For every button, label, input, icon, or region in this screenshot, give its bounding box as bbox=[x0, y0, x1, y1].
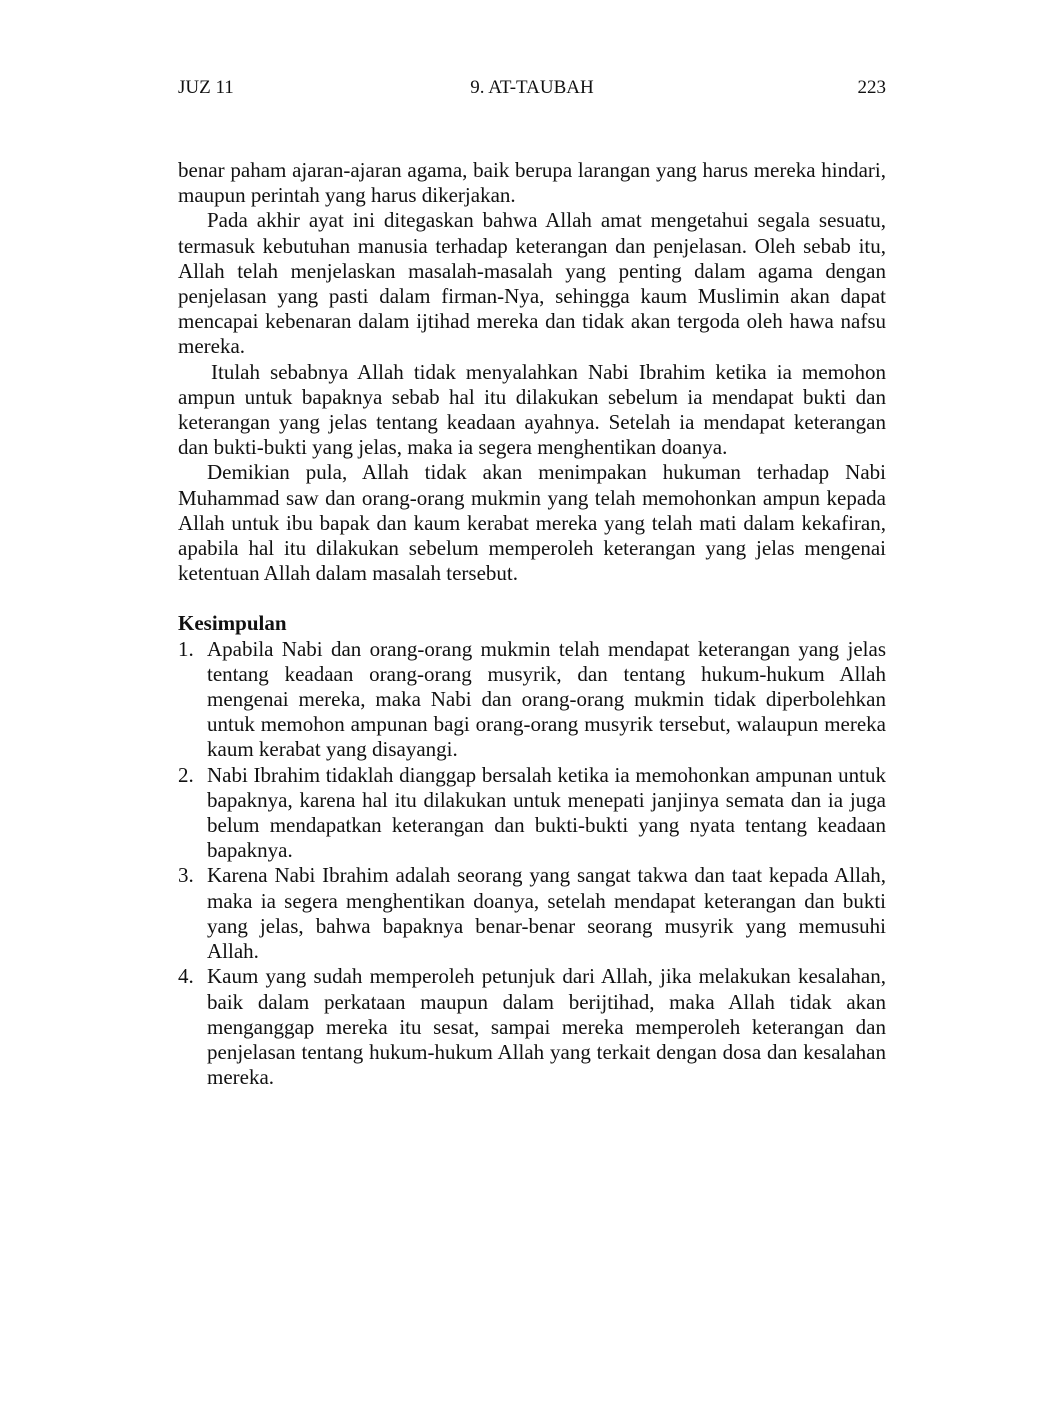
conclusion-list bbox=[178, 637, 886, 1091]
paragraph: Pada akhir ayat ini ditegaskan bahwa Allah amat mengetahui segala sesuatu, termasuk kebutuhan manusia terhadap keterangan dan penjelasan. Oleh sebab itu, Allah telah menjelaskan masalah-masalah yang penting dalam agama dengan penjelasan yang pasti dalam firman-Nya, sehingga kaum Muslimin akan dapat mencapai kebenaran dalam ijtihad mereka dan tidak akan tergoda oleh hawa nafsu mereka. bbox=[178, 208, 886, 359]
list-item-number: 2. bbox=[178, 762, 194, 787]
list-item bbox=[178, 964, 886, 1090]
page-number: 223 bbox=[857, 77, 886, 98]
section-heading: Kesimpulan bbox=[178, 611, 287, 636]
list-item bbox=[178, 637, 886, 763]
list-item-number: 1. bbox=[178, 636, 194, 661]
list-item bbox=[178, 763, 886, 864]
list-item-text: Karena Nabi Ibrahim adalah seorang yang sangat takwa dan taat kepada Allah, maka ia segera menghentikan doanya, setelah mendapat keterangan dan bukti yang jelas, bahwa bapaknya benar-benar seorang musyrik yang memusuhi Allah. bbox=[207, 863, 886, 964]
paragraph-continued: benar paham ajaran-ajaran agama, baik berupa larangan yang harus mereka hindari, maupun perintah yang harus dikerjakan. bbox=[178, 158, 886, 208]
surah-title: 9. AT-TAUBAH bbox=[470, 77, 594, 98]
list-item bbox=[178, 863, 886, 964]
page-header bbox=[178, 74, 886, 102]
list-item-number: 3. bbox=[178, 863, 194, 888]
list-item-text: Apabila Nabi dan orang-orang mukmin telah mendapat keterangan yang jelas tentang keadaan orang-orang musyrik, dan tentang hukum-hukum Allah mengenai mereka, maka Nabi dan orang-orang mukmin tidak diperbolehkan untuk memohon ampunan bagi orang-orang musyrik tersebut, walaupun mereka kaum kerabat yang disayangi. bbox=[207, 636, 886, 762]
page-body bbox=[178, 158, 886, 1090]
juz-label: JUZ 11 bbox=[178, 77, 234, 98]
paragraph: Itulah sebabnya Allah tidak menyalahkan Nabi Ibrahim ketika ia memohon ampun untuk bapaknya sebab hal itu dilakukan sebelum ia mendapat bukti dan keterangan yang jelas tentang keadaan ayahnya. Setelah ia mendapat keterangan dan bukti-bukti yang jelas, maka ia segera menghentikan doanya. bbox=[178, 359, 886, 460]
paragraph: Demikian pula, Allah tidak akan menimpakan hukuman terhadap Nabi Muhammad saw dan orang-orang mukmin yang telah memohonkan ampun kepada Allah untuk ibu bapak dan kaum kerabat mereka yang telah mati dalam kekafiran, apabila hal itu dilakukan sebelum memperoleh keterangan yang jelas mengenai ketentuan Allah dalam masalah tersebut. bbox=[178, 460, 886, 586]
list-item-text: Nabi Ibrahim tidaklah dianggap bersalah ketika ia memohonkan ampunan untuk bapaknya, karena hal itu dilakukan untuk menepati janjinya semata dan ia juga belum mendapatkan keterangan dan bukti-bukti yang nyata tentang keadaan bapaknya. bbox=[207, 762, 886, 863]
list-item-number: 4. bbox=[178, 964, 194, 989]
list-item-text: Kaum yang sudah memperoleh petunjuk dari Allah, jika melakukan kesalahan, baik dalam perkataan maupun dalam berijtihad, maka Allah tidak akan menganggap mereka itu sesat, sampai mereka memperoleh keterangan dan penjelasan tentang hukum-hukum Allah yang terkait dengan dosa dan kesalahan mereka. bbox=[207, 964, 886, 1090]
